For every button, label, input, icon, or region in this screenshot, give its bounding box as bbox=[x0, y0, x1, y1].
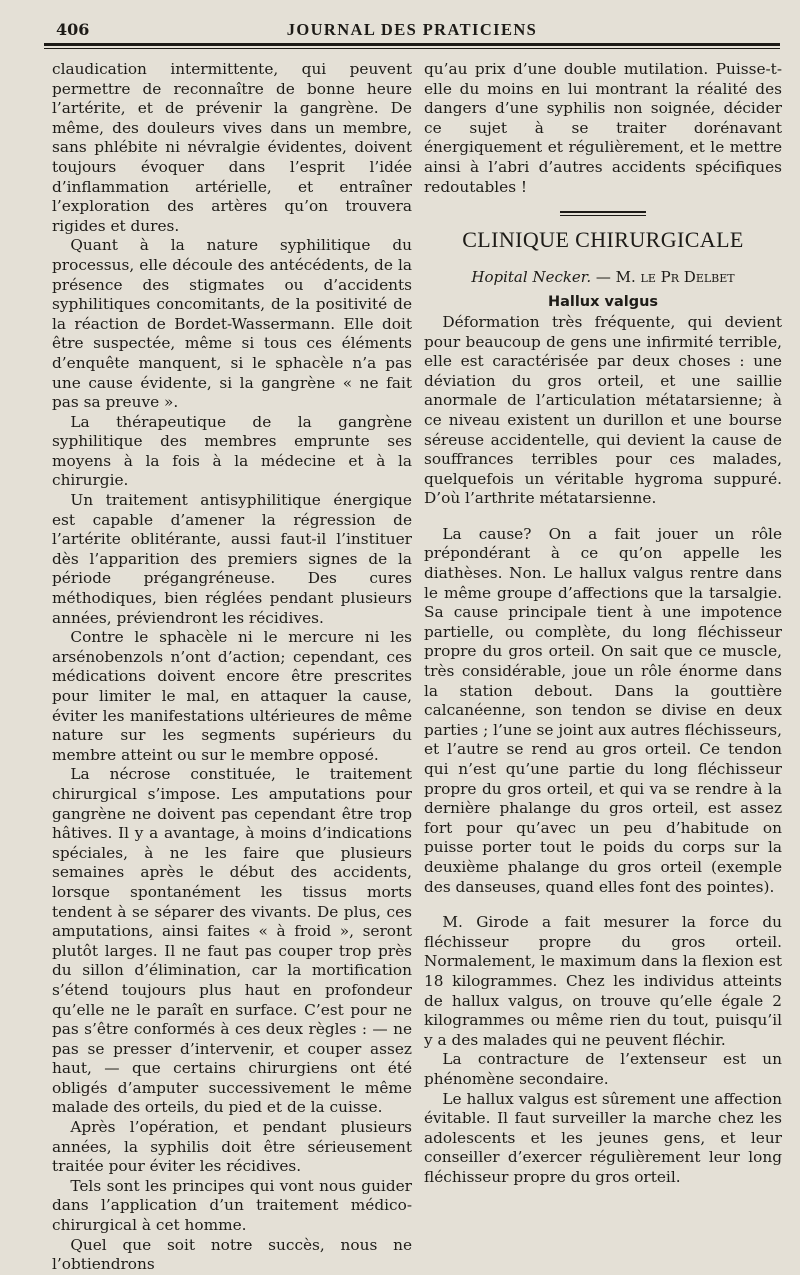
paragraph: Contre le sphacèle ni le mercure ni les arsénobenzols n’ont d’action; cependant, ces médications doivent encore être prescrites pour limiter le mal, en attaquer la cause, éviter les manifestations ultérieures de même nature sur les segments supérieurs du membre atteint ou sur le membre opposé. bbox=[52, 628, 412, 764]
journal-title: JOURNAL DES PRATICIENS bbox=[286, 20, 538, 39]
section-title: CLINIQUE CHIRURGICALE bbox=[462, 227, 744, 253]
paragraph: La nécrose constituée, le traitement chirurgical s’impose. Les amputations pour gangrène ne doivent pas cependant être trop hâtives. Il y a avantage, à moins d’indications spéciales, à ne les faire que plusieurs semaines après le début des accidents, lorsque spontanément les tissus morts tendent à se séparer des vivants. De plus, ces amputations, ainsi faites « à froid », seront plutôt larges. Il ne faut pas couper trop près du sillon d’élimination, car la mortification s’étend toujours plus haut en profondeur qu’elle ne le paraît en surface. C’est pour ne pas s’être conformés à ces deux règles : — ne pas se presser d’intervenir, et couper assez haut, — que certains chirurgiens ont été obligés d’amputer successivement le même malade des orteils, du pied et de la cuisse. bbox=[52, 765, 412, 1117]
left-column bbox=[52, 60, 412, 1275]
paragraph: Quant à la nature syphilitique du processus, elle découle des antécédents, de la présence des stigmates ou d’accidents syphilitiques concomitants, de la positivité de la réaction de Bordet-Wassermann. Elle doit être suspectée, même si tous ces éléments d’enquête manquent, si le sphacèle n’a pas une cause évidente, si la gangrène « ne fait pas sa preuve ». bbox=[52, 236, 412, 412]
paragraph: La cause? On a fait jouer un rôle prépondérant à ce qu’on appelle les diathèses. Non. Le hallux valgus rentre dans le même groupe d’affections que la tarsalgie. Sa cause principale tient à une impotence partielle, ou complète, du long fléchisseur propre du gros orteil. On sait que ce muscle, très considérable, joue un rôle énorme dans la station debout. Dans la gouttière calcanéenne, son tendon se divise en deux parties ; l’une se joint aux autres fléchisseurs, et l’autre se rend au gros orteil. Ce tendon qui n’est qu’une partie du long fléchisseur propre du gros orteil, et qui va se rendre à la dernière phalange du gros orteil, est assez fort pour qu’avec un peu d’habitude on puisse porter tout le poids du corps sur la deuxième phalange du gros orteil (exemple des danseuses, quand elles font des pointes). bbox=[424, 524, 782, 896]
paragraph: Le hallux valgus est sûrement une affection évitable. Il faut surveiller la marche chez les adolescents et les jeunes gens, et leur conseiller d’exercer régulièrement leur long fléchisseur propre du gros orteil. bbox=[424, 1089, 782, 1186]
paragraph: Un traitement antisyphilitique énergique est capable d’amener la régression de l’artérite oblitérante, aussi faut-il l’instituer dès l’apparition des premiers signes de la période prégangréneuse. Des cures méthodiques, bien réglées pendant plusieurs années, préviendront les récidives. bbox=[52, 491, 412, 627]
paragraph: qu’au prix d’une double mutilation. Puisse-t-elle du moins en lui montrant la réalité des dangers d’une syphilis non soignée, décider ce sujet à se traiter dorénavant énergiquement et régulièrement, et le mettre ainsi à l’abri d’autres accidents spécifiques redoutables ! bbox=[424, 60, 782, 196]
paragraph: Déformation très fréquente, qui devient pour beaucoup de gens une infirmité terrible, elle est caractérisée par deux choses : une déviation du gros orteil, et une saillie anormale de l’articulation métatarsienne; à ce niveau existent un durillon et une bourse séreuse accidentelle, qui devient la cause de souffrances terribles pour ces malades, quelquefois un véritable hygroma suppuré. D’où l’arthrite métatarsienne. bbox=[424, 312, 782, 508]
paragraph: La contracture de l’extenseur est un phénomène secondaire. bbox=[424, 1050, 782, 1088]
paragraph: Tels sont les principes qui vont nous guider dans l’application d’un traitement médico-chirurgical à cet homme. bbox=[52, 1176, 412, 1235]
paragraph: Après l’opération, et pendant plusieurs années, la syphilis doit être sérieusement traitée pour éviter les récidives. bbox=[52, 1118, 412, 1176]
header-rule-thick bbox=[44, 43, 780, 46]
paragraph: Quel que soit notre succès, nous ne l’obtiendrons bbox=[52, 1235, 412, 1274]
paragraph: claudication intermittente, qui peuvent permettre de reconnaître de bonne heure l’artérite, et de prévenir la gangrène. De même, des douleurs vives dans un membre, sans phlébite ni névralgie évidentes, doivent toujours évoquer dans l’esprit l’idée d’inflammation artérielle, et entraîner l’exploration des artères qu’on trouvera rigides et dures. bbox=[52, 60, 412, 235]
section-divider bbox=[560, 211, 646, 216]
byline bbox=[424, 268, 782, 288]
paragraph: M. Girode a fait mesurer la force du fléchisseur propre du gros orteil. Normalement, le maximum dans la flexion est 18 kilogrammes. Chez les individus atteints de hallux valgus, on trouve qu’elle égale 2 kilogrammes ou même rien du tout, puisqu’il y a des malades qui ne peuvent fléchir. bbox=[424, 913, 782, 1049]
byline-author: — M. le Pr Delbet bbox=[591, 267, 735, 286]
paragraph: La thérapeutique de la gangrène syphilitique des membres emprunte ses moyens à la fois à la médecine et à la chirurgie. bbox=[52, 412, 412, 490]
page-number: 406 bbox=[56, 20, 90, 39]
article-subheading: Hallux valgus bbox=[547, 294, 659, 311]
page-header bbox=[44, 18, 780, 42]
byline-hospital: Hopital Necker. bbox=[471, 267, 592, 286]
header-rule-thin bbox=[44, 48, 780, 49]
right-column bbox=[424, 60, 782, 1187]
